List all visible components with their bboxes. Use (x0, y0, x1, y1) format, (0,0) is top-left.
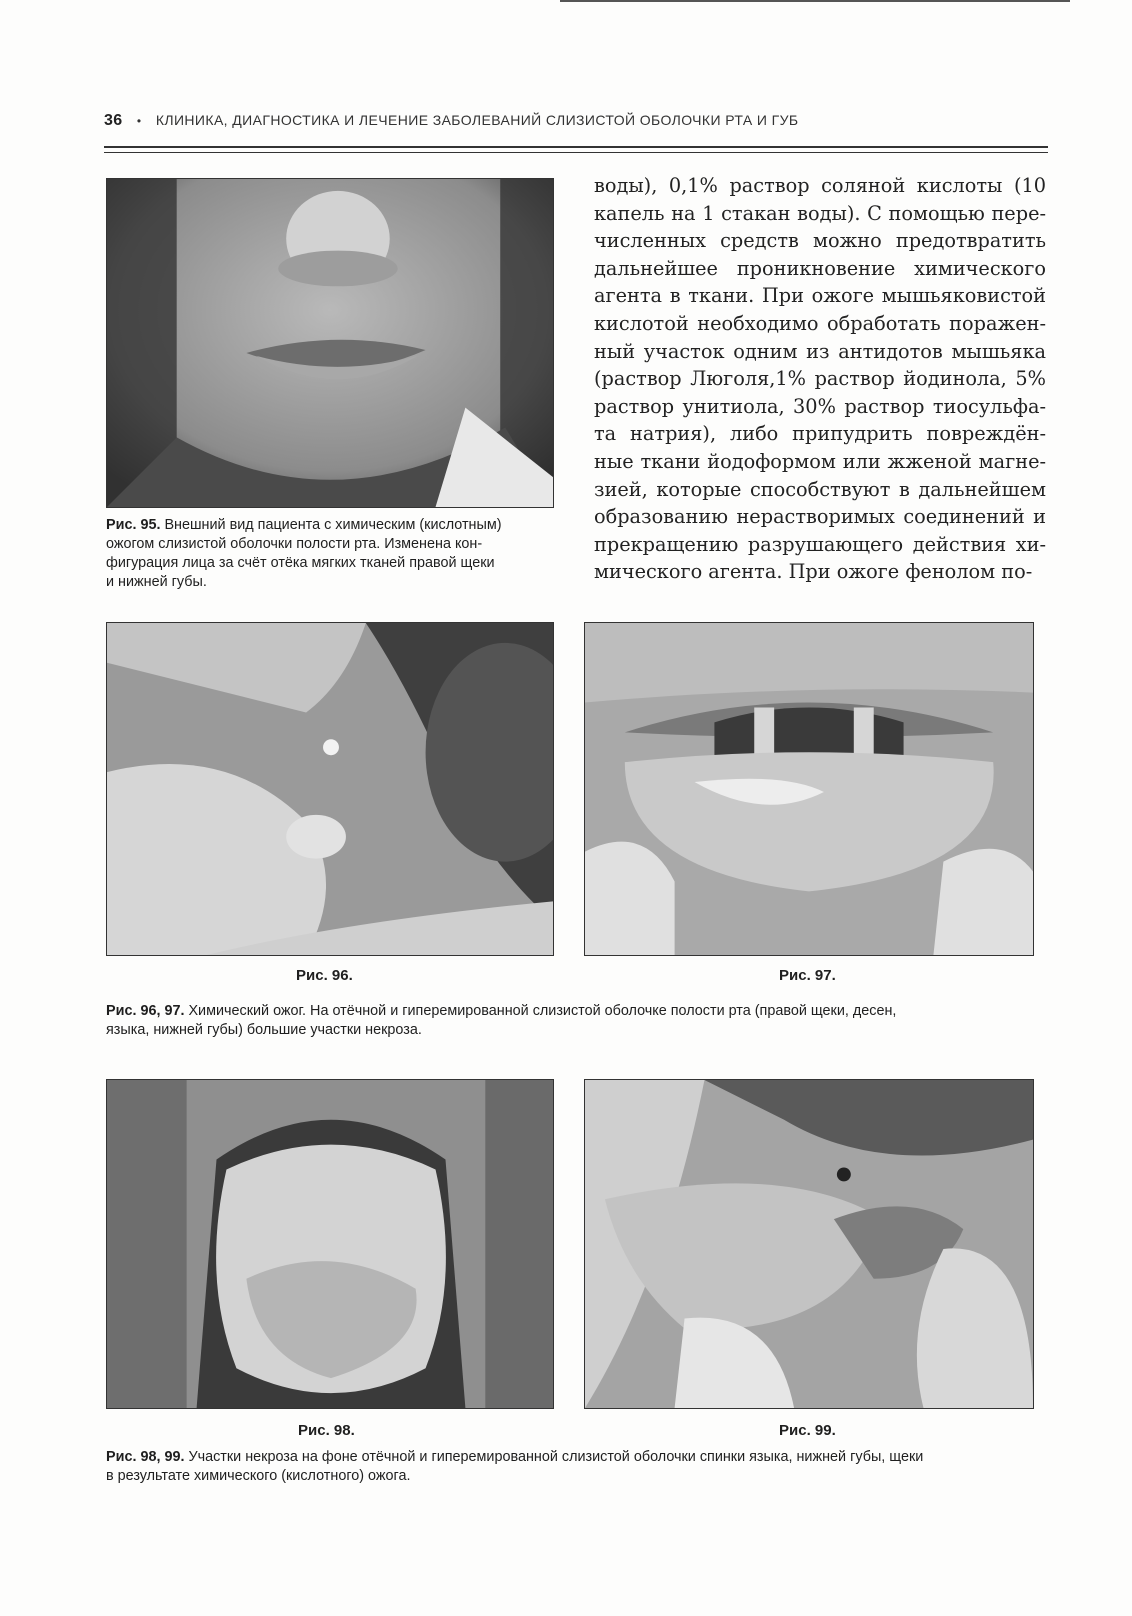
caption-line (106, 516, 558, 535)
page-number: 36 (104, 112, 123, 129)
caption-label: Рис. 98, 99. (106, 1449, 185, 1465)
body-line: кислотой необходимо обработать поражен- (594, 311, 1046, 335)
body-line: дальнейшее проникновение химического (594, 256, 1046, 280)
body-line: образованию нерастворимых соединений и (594, 505, 1046, 529)
figure-98-photo (106, 1079, 554, 1409)
caption-line: и нижней губы. (106, 574, 207, 590)
caption-line: в результате химического (кислотного) ожога. (106, 1468, 411, 1484)
header-rule-thick (104, 146, 1048, 148)
figure-98-label: Рис. 98. (298, 1422, 355, 1439)
figure-96-label: Рис. 96. (296, 967, 353, 984)
caption-text: Внешний вид пациента с химическим (кислотным) (160, 517, 502, 533)
body-line: ный участок одним из антидотов мышьяка (594, 339, 1046, 363)
body-line: раствор унитиола, 30% раствор тиосульфа- (594, 394, 1046, 418)
body-line: та натрия), либо припудрить повреждён- (594, 422, 1046, 446)
body-line: зией, которые способствуют в дальнейшем (594, 477, 1046, 501)
figure-97-photo (584, 622, 1034, 956)
caption-text: Участки некроза на фоне отёчной и гиперемированной слизистой оболочки спинки языка, нижней губы, щеки (184, 1449, 924, 1465)
body-line: численных средств можно предотвратить (594, 229, 1046, 253)
body-line: ные ткани йодоформом или жженой магне- (594, 449, 1046, 473)
body-line: мического агента. При ожоге фенолом по- (594, 560, 1033, 584)
caption-line: фигурация лица за счёт отёка мягких тканей правой щеки (106, 555, 495, 571)
figure-95-caption (106, 516, 558, 592)
caption-line: ожогом слизистой оболочки полости рта. Изменена кон- (106, 536, 483, 552)
figure-97-label: Рис. 97. (779, 967, 836, 984)
running-header (104, 112, 1048, 136)
header-bullet: • (136, 114, 142, 128)
body-line: прекращению разрушающего действия хи- (594, 532, 1046, 556)
caption-line (106, 1448, 1046, 1467)
running-title: КЛИНИКА, ДИАГНОСТИКА И ЛЕЧЕНИЕ ЗАБОЛЕВАНИЙ СЛИЗИСТОЙ ОБОЛОЧКИ РТА И ГУБ (155, 112, 799, 128)
top-edge-rule (560, 0, 1070, 2)
body-line: агента в ткани. При ожоге мышьяковистой (594, 284, 1046, 308)
figure-96-97-caption (106, 1002, 1046, 1040)
body-text (594, 172, 1046, 586)
caption-line (106, 1002, 1046, 1021)
body-line: капель на 1 стакан воды). С помощью пере- (594, 201, 1046, 225)
caption-line: языка, нижней губы) большие участки некроза. (106, 1022, 422, 1038)
caption-label: Рис. 95. (106, 517, 161, 533)
caption-label: Рис. 96, 97. (106, 1003, 185, 1019)
body-line: (раствор Люголя,1% раствор йодинола, 5% (594, 367, 1046, 391)
figure-95-photo (106, 178, 554, 508)
caption-text: Химический ожог. На отёчной и гиперемированной слизистой оболочке полости рта (правой щеки, десен, (184, 1003, 897, 1019)
figure-99-label: Рис. 99. (779, 1422, 836, 1439)
figure-99-photo (584, 1079, 1034, 1409)
figure-96-photo (106, 622, 554, 956)
header-rule-thin (104, 152, 1048, 153)
body-line: воды), 0,1% раствор соляной кислоты (10 (594, 174, 1046, 197)
figure-98-99-caption (106, 1448, 1046, 1486)
